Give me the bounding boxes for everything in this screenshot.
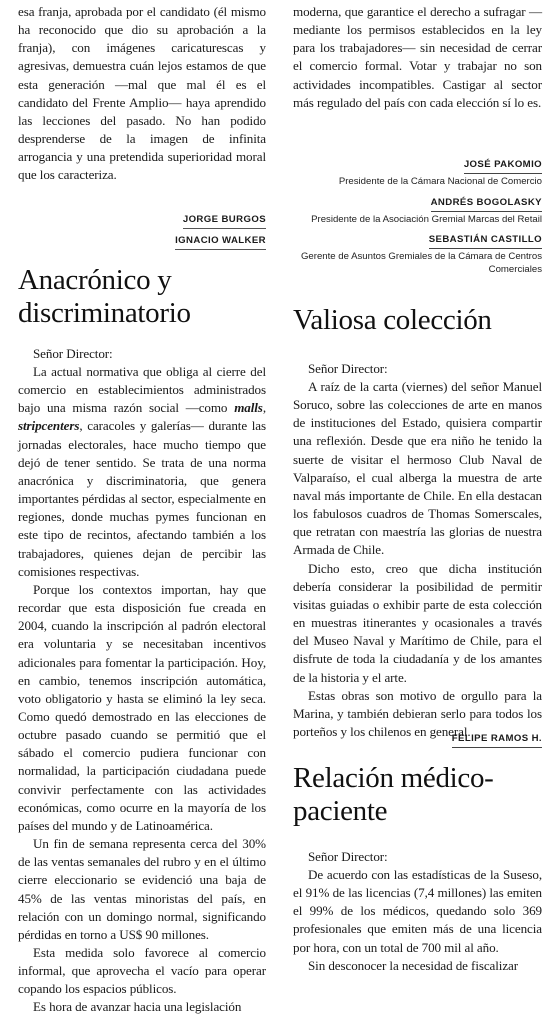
body-paragraph: Sin desconocer la necesidad de fiscalizar	[308, 957, 519, 973]
body-paragraph: Dicho esto, creo que dicha institución debería considerar la posibilidad de permitir visitas guiadas o exhibir parte de esta colección en muestras itinerantes y ocasionales a través del Museo Naval y Marítimo de Chile, para el disfrute de toda la ciudadanía y de los amantes de la historia y el arte.	[293, 560, 542, 685]
salutation: Señor Director:	[308, 361, 388, 376]
article-body	[18, 363, 266, 1017]
body-paragraph: A raíz de la carta (viernes) del señor Manuel Soruco, sobre las colecciones de arte en manos de instituciones del Estado, quisiera compartir una reflexión. Desde que era niño he tenido la suerte de visitar el hermoso Club Naval de Valparaíso, el cual alberga la muestra de arte naval más importante de Chile. En ella destacan los fabulosos cuadros de Thomas Somerscales, que retratan con maestría las glorias de nuestra Armada de Chile.	[293, 379, 542, 558]
article-title: Anacrónico y discriminatorio	[18, 264, 191, 329]
letter-continuation-text: esa franja, aprobada por el candidato (él mismo ha reconocido que dio su aprobación a la franja), con imágenes caricaturescas y agresivas, demuestra cuán lejos estamos de que esta generación —mal que mal él es el candidato del Frente Amplio— haya aprendido las lecciones del pasado. No han podido desprenderse de la imagen de infinita arrogancia y una pretendida superioridad moral que los caracteriza.	[18, 4, 266, 183]
article-title: Relación médico-paciente	[293, 762, 494, 827]
signer-name: JOSÉ PAKOMIO	[464, 157, 542, 174]
body-paragraph: Un fin de semana representa cerca del 30% de las ventas semanales del rubro y en el último cierre eleccionario se evidenció una baja de 45% de las ventas minoristas del país, en relación con un domingo normal, significando pérdidas en torno a US$ 90 millones.	[18, 836, 266, 942]
signer-role: Gerente de Asuntos Gremiales de la Cámara de Centros Comerciales	[300, 251, 542, 275]
signer-role: Presidente de la Asociación Gremial Marcas del Retail	[311, 213, 542, 225]
article-title: Valiosa colección	[293, 304, 492, 336]
body-paragraph: Porque los contextos importan, hay que recordar que esta disposición fue creada en 2004, cuando la inscripción al padrón electoral era voluntaria y se necesitaban incentivos adicionales para fomentar la participación. Hoy, en cambio, tenemos inscripción automática, voto obligatorio y hasta se eliminó la ley seca. Como quedó demostrado en las elecciones de octubre pasado cuando se permitió que el sábado el comercio pudiera funcionar con normalidad, la participación ciudadana puede convivir perfectamente con las actividades económicas, como ocurre en la mayoría de los países del mundo y de Latinoamérica.	[18, 581, 266, 833]
article-body	[293, 378, 542, 741]
signature-name: JORGE BURGOS	[183, 212, 266, 229]
article-body	[293, 866, 542, 975]
signer-name: SEBASTIÁN CASTILLO	[429, 232, 542, 249]
signature-name: IGNACIO WALKER	[175, 233, 266, 250]
signer-role: Presidente de la Cámara Nacional de Comercio	[338, 176, 542, 187]
signer-name: ANDRÉS BOGOLASKY	[431, 195, 542, 212]
signature-block	[293, 728, 542, 748]
salutation: Señor Director:	[308, 849, 388, 864]
body-paragraph: Esta medida solo favorece al comercio informal, que aprovecha el vacío para operar copando los espacios públicos.	[18, 945, 266, 997]
signers-block	[293, 154, 542, 279]
signature-name: FELIPE RAMOS H.	[452, 731, 542, 748]
body-paragraph: Estas obras son motivo de orgullo para la Marina, y también debieran serlo para todos los porteños y los chilenos en general.	[293, 687, 542, 739]
salutation: Señor Director:	[33, 346, 113, 361]
body-paragraph: La actual normativa que obliga al cierre del comercio en establecimientos administrados bajo una misma razón social —como malls, stripcenters, caracoles y galerías— durante las jornadas electorales, hace mucho tiempo que dejó de tener sentido. Se trata de una norma anacrónica y discriminatoria, que genera importantes pérdidas al sector, especialmente en regiones, donde muchas pymes funcionan en este tipo de recintos, afectando también a los trabajadores, quienes dejan de percibir las comisiones respectivas.	[18, 364, 266, 579]
signature-block	[18, 209, 266, 250]
body-paragraph: De acuerdo con las estadísticas de la Suseso, el 91% de las licencias (7,4 millones) las emiten el 99% de los médicos, quedando solo 369 profesionales que emiten más de una licencia por hora, con un total de 700 mil al año.	[293, 867, 542, 955]
letter-continuation-text: moderna, que garantice el derecho a sufragar —mediante los permisos establecidos en la ley para los trabajadores— sin necesidad de cerrar el comercio formal. Votar y trabajar no son actividades incompatibles. Castigar al sector más regulado del país con cada elección sí lo es.	[293, 4, 542, 110]
body-paragraph: Es hora de avanzar hacia una legislación	[33, 999, 242, 1015]
